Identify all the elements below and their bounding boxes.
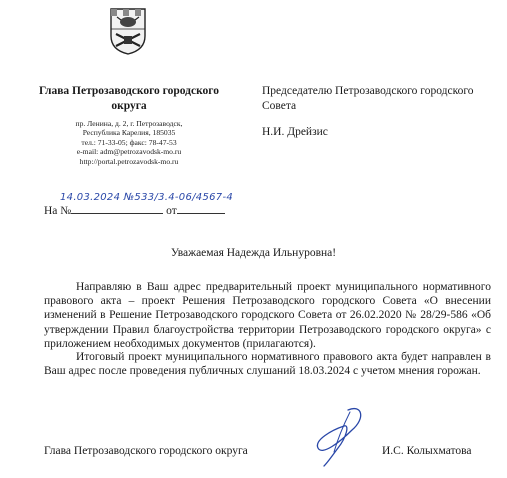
handwritten-reference: 14.03.2024 №533/3.4-06/4567-4 [60,192,234,203]
org-title: Глава Петрозаводского городского округа [38,85,219,112]
body-paragraph: Направляю в Ваш адрес предварительный проект муниципального нормативного правового акта – проект Решения Петрозаводского городского Совета «О внесении изменений в Решение Петрозаводского городского Совета от 26.02.2020 № 28/29-586 «Об утверждении Правил благоустройства территории Петрозаводского городского округа» с приложением необходимых документов (прилагаются). [44,281,491,350]
salutation: Уважаемая Надежда Ильнуровна! [170,247,337,259]
date-blank [177,202,225,214]
signature-title: Глава Петрозаводского городского округа [44,445,248,457]
reference-line [44,202,225,217]
recipient-position: Председателю Петрозаводского городского Совета [262,85,474,112]
handwritten-signature [310,404,366,470]
email-line: e-mail: adm@petrozavodsk-mo.ru [76,147,182,157]
number-label: На № [44,205,72,217]
signatory-name: И.С. Колыхматова [382,445,472,457]
coat-of-arms-icon [108,6,148,56]
body-paragraph: Итоговый проект муниципального нормативного правового акта будет направлен в Ваш адрес после проведения публичных слушаний 18.03.2024 с учетом мнения горожан. [44,351,491,378]
from-label: от [166,205,177,217]
phone-line: тел.: 71-33-05; факс: 78-47-53 [81,137,177,147]
website-line: http://portal.petrozavodsk-mo.ru [79,156,179,166]
address-line: Республика Карелия, 185035 [82,128,176,138]
org-contacts [36,119,222,166]
address-line: пр. Ленина, д. 2, г. Петрозаводск, [75,119,183,128]
number-blank [71,202,163,214]
recipient-name: Н.И. Дрейзис [262,126,328,138]
